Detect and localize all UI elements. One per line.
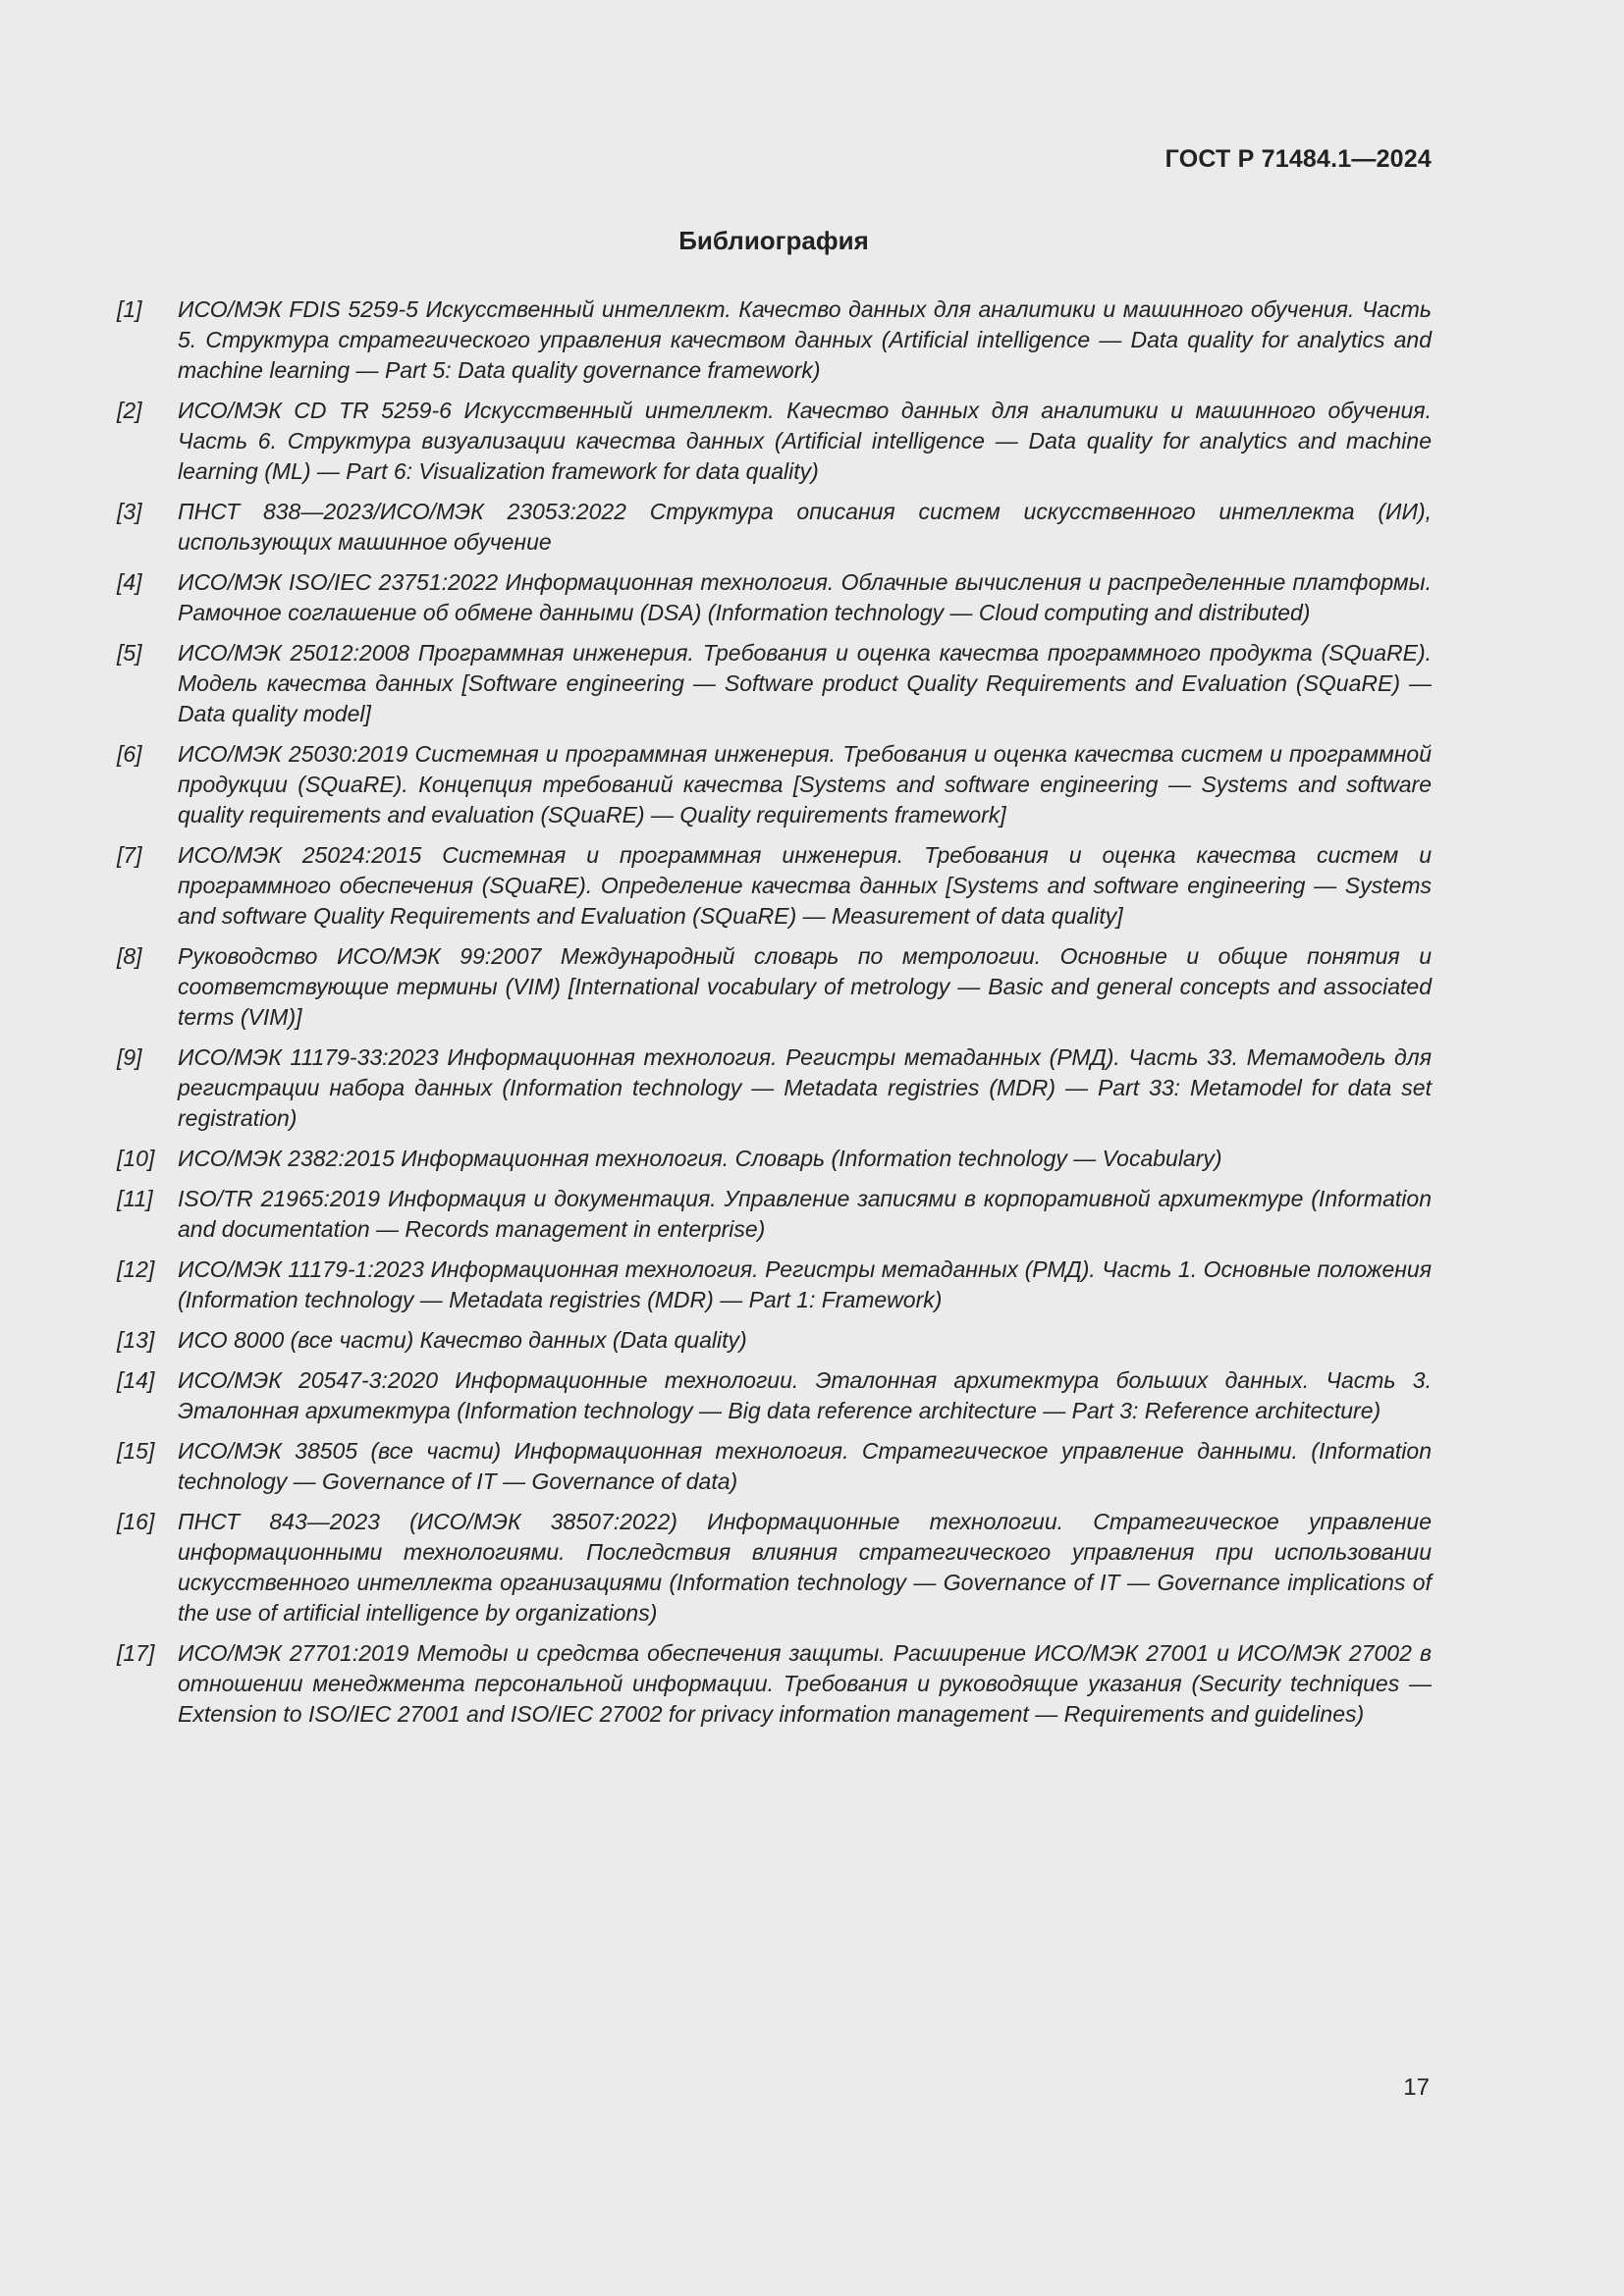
entry-text: ИСО/МЭК 2382:2015 Информационная технология. Словарь (Information technology — Vocabulary) [178,1146,1222,1171]
entry-number: [3] [117,499,142,524]
bibliography-entry [117,396,1432,487]
bibliography-entry [117,1436,1432,1497]
bibliography-list [117,294,1432,1739]
entry-text: ПНСТ 838—2023/ИСО/МЭК 23053:2022 Структура описания систем искусственного интеллекта (ИИ), использующих машинное обучение [178,499,1432,555]
bibliography-entry [117,1144,1432,1174]
entry-text: ИСО/МЭК 20547-3:2020 Информационные технологии. Эталонная архитектура больших данных. Часть 3. Эталонная архитектура (Information technology — Big data reference architecture — Part 3: Reference architecture) [178,1367,1432,1423]
entry-number: [4] [117,569,142,595]
bibliography-entry [117,840,1432,932]
entry-text: ИСО/МЭК 27701:2019 Методы и средства обеспечения защиты. Расширение ИСО/МЭК 27001 и ИСО/МЭК 27002 в отношении менеджмента персональной информации. Требования и руководящие указания (Security techniques — Extension to ISO/IEC 27001 and ISO/IEC 27002 for privacy information management — Requirements and guidelines) [178,1640,1432,1727]
entry-number: [6] [117,741,142,767]
bibliography-entry [117,1507,1432,1629]
bibliography-entry [117,739,1432,830]
entry-number: [7] [117,842,142,868]
entry-text: ИСО/МЭК CD TR 5259-6 Искусственный интеллект. Качество данных для аналитики и машинного обучения. Часть 6. Структура визуализации качества данных (Artificial intelligence — Data quality for analytics and machine learning (ML) — Part 6: Visualization framework for data quality) [178,398,1432,484]
entry-number: [2] [117,398,142,423]
entry-text: ИСО/МЭК 11179-33:2023 Информационная технология. Регистры метаданных (РМД). Часть 33. Метамодель для регистрации набора данных (Information technology — Metadata registries (MDR) — Part 33: Metamodel for data set registration) [178,1044,1432,1131]
bibliography-entry [117,1042,1432,1134]
bibliography-entry [117,1638,1432,1730]
entry-number: [14] [117,1367,155,1393]
entry-number: [12] [117,1256,155,1282]
entry-number: [5] [117,640,142,666]
entry-number: [15] [117,1438,155,1464]
bibliography-entry [117,567,1432,628]
entry-text: ИСО/МЭК 38505 (все части) Информационная технология. Стратегическое управление данными. (Information technology — Governance of IT — Governance of data) [178,1438,1432,1494]
bibliography-entry [117,1255,1432,1315]
document-code: ГОСТ Р 71484.1—2024 [1164,145,1432,173]
bibliography-entry [117,1365,1432,1426]
bibliography-entry [117,294,1432,386]
entry-text: Руководство ИСО/МЭК 99:2007 Международный словарь по метрологии. Основные и общие понятия и соответствующие термины (VIM) [International vocabulary of metrology — Basic and general concepts and associated terms (VIM)] [178,943,1432,1030]
entry-number: [9] [117,1044,142,1070]
bibliography-entry [117,497,1432,558]
page-title: Библиография [678,226,869,255]
entry-text: ИСО/МЭК 11179-1:2023 Информационная технология. Регистры метаданных (РМД). Часть 1. Основные положения (Information technology — Metadata registries (MDR) — Part 1: Framework) [178,1256,1432,1312]
entry-text: ИСО/МЭК ISO/IEC 23751:2022 Информационная технология. Облачные вычисления и распределенные платформы. Рамочное соглашение об обмене данными (DSA) (Information technology — Cloud computing and distributed) [178,569,1432,625]
bibliography-entry [117,638,1432,729]
entry-number: [1] [117,296,142,322]
entry-number: [11] [117,1186,153,1211]
page-number: 17 [1403,2074,1430,2101]
bibliography-entry [117,1325,1432,1356]
entry-number: [17] [117,1640,155,1666]
entry-text: ИСО/МЭК 25012:2008 Программная инженерия. Требования и оценка качества программного продукта (SQuaRE). Модель качества данных [Software engineering — Software product Quality Requirements and Evaluation (SQuaRE) — Data quality model] [178,640,1432,726]
entry-text: ИСО 8000 (все части) Качество данных (Data quality) [178,1327,747,1353]
entry-text: ISO/TR 21965:2019 Информация и документация. Управление записями в корпоративной архитектуре (Information and documentation — Records management in enterprise) [178,1186,1432,1242]
bibliography-entry [117,941,1432,1033]
bibliography-entry [117,1184,1432,1245]
entry-number: [13] [117,1327,155,1353]
entry-number: [10] [117,1146,155,1171]
entry-text: ПНСТ 843—2023 (ИСО/МЭК 38507:2022) Информационные технологии. Стратегическое управление информационными технологиями. Последствия влияния стратегического управления при использовании искусственного интеллекта организациями (Information technology — Governance of IT — Governance implications of the use of artificial intelligence by organizations) [178,1509,1432,1626]
entry-number: [8] [117,943,142,969]
entry-text: ИСО/МЭК FDIS 5259-5 Искусственный интеллект. Качество данных для аналитики и машинного обучения. Часть 5. Структура стратегического управления качеством данных (Artificial intelligence — Data quality for analytics and machine learning — Part 5: Data quality governance framework) [178,296,1432,383]
entry-number: [16] [117,1509,155,1534]
entry-text: ИСО/МЭК 25024:2015 Системная и программная инженерия. Требования и оценка качества систем и программного обеспечения (SQuaRE). Определение качества данных [Systems and software engineering — Systems and software Quality Requirements and Evaluation (SQuaRE) — Measurement of data quality] [178,842,1432,929]
entry-text: ИСО/МЭК 25030:2019 Системная и программная инженерия. Требования и оценка качества систем и программной продукции (SQuaRE). Концепция требований качества [Systems and software engineering — Systems and software quality requirements and evaluation (SQuaRE) — Quality requirements framework] [178,741,1432,828]
